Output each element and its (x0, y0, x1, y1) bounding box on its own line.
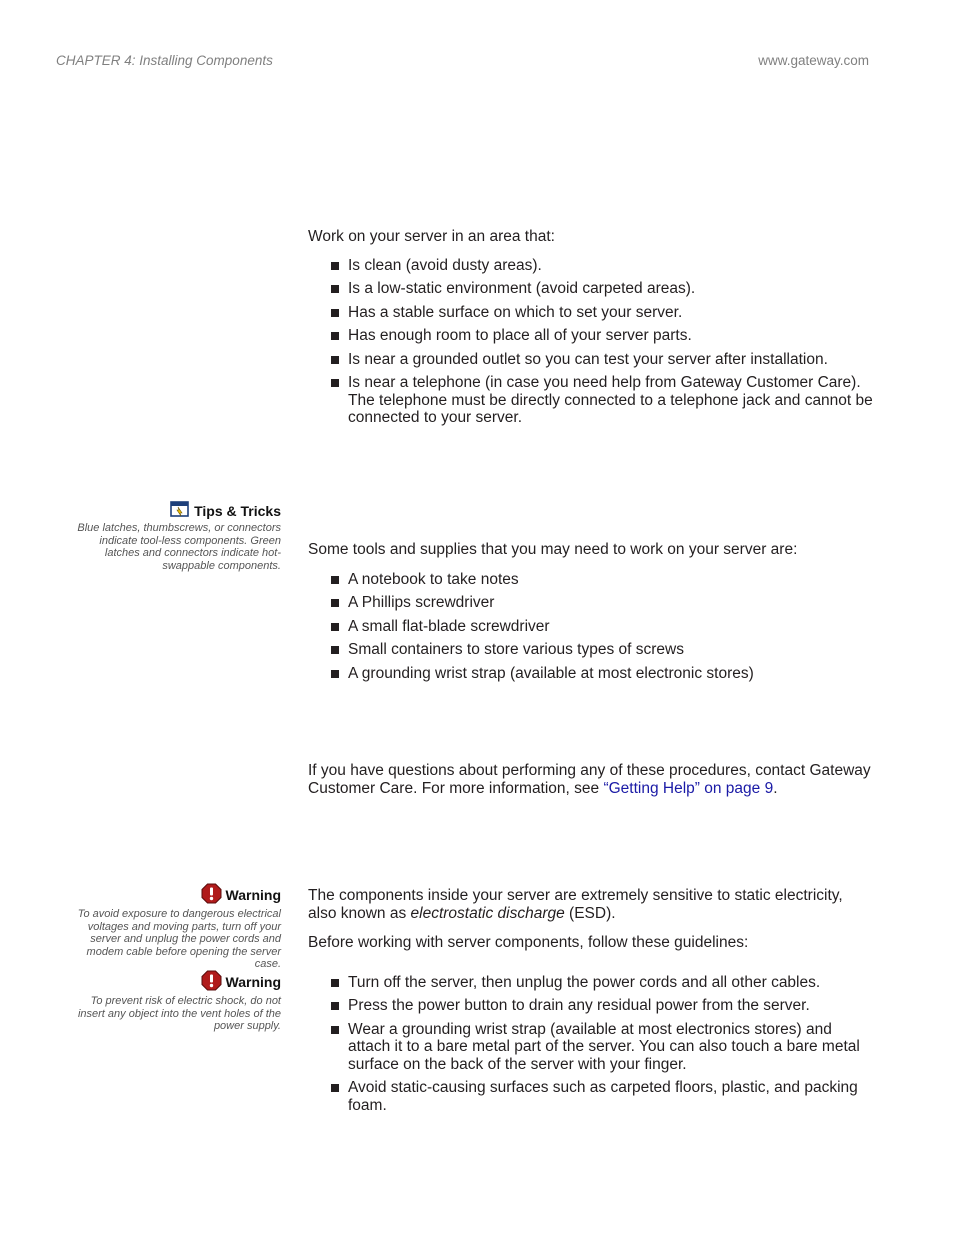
tools-section (308, 541, 874, 688)
list-item: Small containers to store various types of screws (308, 641, 874, 659)
esd-list (308, 974, 874, 1115)
tips-text: Blue latches, thumbscrews, or connectors indicate tool-less components. Green latches and connectors indicate hot-swappable components. (77, 522, 281, 572)
help-paragraph (308, 762, 874, 797)
list-item: Is clean (avoid dusty areas). (308, 257, 874, 275)
list-item: Turn off the server, then unplug the power cords and all other cables. (308, 974, 874, 992)
warning-note-1 (74, 883, 281, 971)
tips-note (74, 500, 281, 572)
tips-title: Tips & Tricks (194, 502, 281, 519)
work-area-section (308, 228, 874, 433)
list-item: Avoid static-causing surfaces such as carpeted floors, plastic, and packing foam. (308, 1079, 874, 1114)
warning-title: Warning (225, 887, 281, 903)
warning-text: To avoid exposure to dangerous electrical voltages and moving parts, turn off your server and unplug the power cords and modem cable before opening the server case. (77, 908, 281, 970)
esd-text-after: (ESD). (564, 904, 616, 922)
list-item: A notebook to take notes (308, 571, 874, 589)
list-item: Has a stable surface on which to set your server. (308, 304, 874, 322)
website-header: www.gateway.com (758, 53, 869, 68)
list-item: Is near a grounded outlet so you can test your server after installation. (308, 351, 874, 369)
list-item: A Phillips screwdriver (308, 594, 874, 612)
list-item: Has enough room to place all of your server parts. (308, 327, 874, 345)
list-item: Press the power button to drain any residual power from the server. (308, 997, 874, 1015)
warning-text: To prevent risk of electric shock, do not insert any object into the vent holes of the power supply. (77, 995, 281, 1032)
warning-title: Warning (225, 974, 281, 990)
list-item: A grounding wrist strap (available at most electronic stores) (308, 665, 874, 683)
work-area-list (308, 257, 874, 427)
list-item: Is a low-static environment (avoid carpeted areas). (308, 280, 874, 298)
esd-section (308, 887, 874, 1120)
help-section (308, 762, 874, 797)
warning-note-2 (74, 970, 281, 1033)
work-area-intro: Work on your server in an area that: (308, 228, 555, 245)
esd-text-before: The components inside your server are extremely sensitive to static electricity, also known as (308, 887, 843, 922)
esd-intro: Before working with server components, follow these guidelines: (308, 934, 749, 951)
chapter-header: CHAPTER 4: Installing Components (56, 53, 273, 68)
esd-paragraph (308, 887, 874, 922)
getting-help-link[interactable]: “Getting Help” on page 9 (603, 779, 774, 797)
warning-heading (74, 970, 281, 994)
warning-icon (201, 970, 222, 994)
tips-heading (74, 500, 281, 521)
tips-icon (170, 500, 190, 521)
help-text: If you have questions about performing any of these procedures, contact Gateway Customer Care. For more information, see (308, 762, 871, 797)
help-end: . (773, 779, 778, 797)
esd-term: electrostatic discharge (410, 904, 565, 922)
tools-list (308, 571, 874, 683)
list-item: A small flat-blade screwdriver (308, 618, 874, 636)
list-item: Wear a grounding wrist strap (available at most electronics stores) and attach it to a bare metal part of the server. You can also touch a bare metal surface on the back of the server with your finger. (308, 1021, 874, 1074)
list-item: Is near a telephone (in case you need help from Gateway Customer Care). The telephone must be directly connected to a telephone jack and cannot be connected to your server. (308, 374, 874, 427)
tools-intro: Some tools and supplies that you may need to work on your server are: (308, 541, 798, 558)
warning-heading (74, 883, 281, 907)
warning-icon (201, 883, 222, 907)
